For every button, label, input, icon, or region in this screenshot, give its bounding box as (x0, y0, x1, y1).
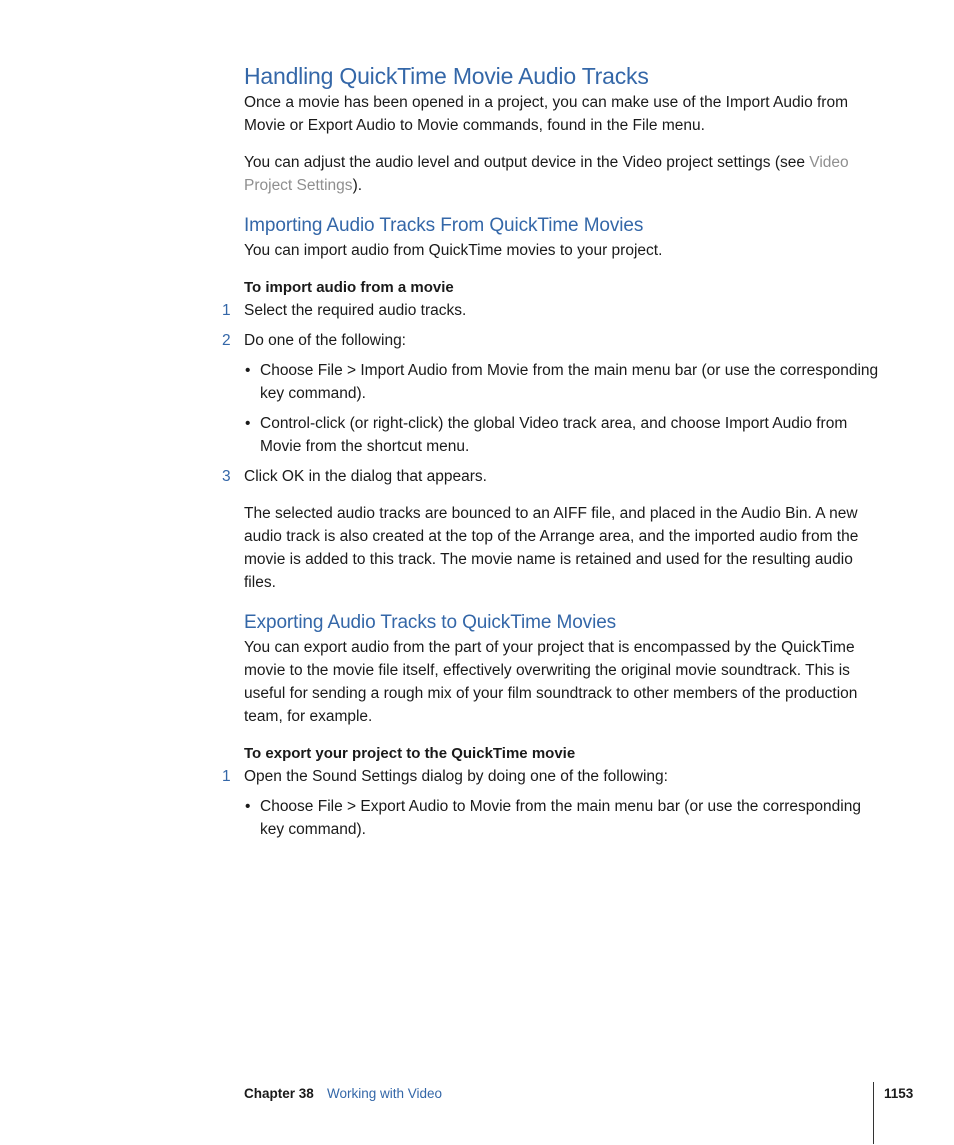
bullet-dot: • (245, 362, 251, 379)
step-number: 2 (222, 332, 231, 349)
importing-intro: You can import audio from QuickTime movies to your project. (244, 242, 663, 259)
bullet-dot: • (245, 798, 251, 815)
bullet-text: Choose File > Export Audio to Movie from the main menu bar (or use the corresponding key command). (260, 798, 861, 838)
audio-level-text: You can adjust the audio level and output device in the Video project settings (see (244, 154, 810, 171)
step-text: Do one of the following: (244, 332, 406, 349)
page-number: 1153 (884, 1086, 914, 1101)
section-title: Handling QuickTime Movie Audio Tracks (244, 63, 649, 89)
page-content (222, 60, 884, 841)
footer-chapter-title[interactable]: Working with Video (327, 1086, 443, 1101)
bullet-text: Control-click (or right-click) the global Video track area, and choose Import Audio from Movie from the shortcut menu. (260, 415, 848, 455)
step-number: 1 (222, 768, 231, 785)
export-bullet-1 (244, 795, 884, 841)
footer-chapter: Chapter 38 (244, 1086, 314, 1101)
importing-heading: Importing Audio Tracks From QuickTime Movies (244, 215, 644, 236)
step-text: Open the Sound Settings dialog by doing one of the following: (244, 768, 668, 785)
export-task-heading: To export your project to the QuickTime movie (244, 745, 576, 762)
import-step-2 (222, 329, 884, 352)
import-step-1 (222, 299, 884, 322)
import-bullet-1 (244, 359, 884, 405)
audio-level-text-end: ). (352, 177, 363, 194)
import-task-heading: To import audio from a movie (244, 279, 454, 296)
video-project-settings-link[interactable]: Video Project Settings (244, 154, 849, 194)
step-number: 3 (222, 468, 231, 485)
import-bullet-2 (244, 412, 884, 458)
import-step-3 (222, 465, 884, 488)
step-text: Select the required audio tracks. (244, 302, 467, 319)
section-intro: Once a movie has been opened in a project, you can make use of the Import Audio from Movie or Export Audio to Movie commands, found in the File menu. (244, 94, 848, 134)
step-text: Click OK in the dialog that appears. (244, 468, 487, 485)
export-step-1 (222, 765, 884, 788)
step-number: 1 (222, 302, 231, 319)
bullet-text: Choose File > Import Audio from Movie from the main menu bar (or use the corresponding key command). (260, 362, 879, 402)
exporting-intro: You can export audio from the part of your project that is encompassed by the QuickTime movie to the movie file itself, effectively overwriting the original movie soundtrack. This is useful for sending a rough mix of your film soundtrack to other members of the production team, for example. (244, 639, 858, 725)
bullet-dot: • (245, 415, 251, 432)
exporting-heading: Exporting Audio Tracks to QuickTime Movies (244, 612, 617, 633)
footer-divider (873, 1082, 874, 1144)
audio-level-paragraph (244, 151, 884, 197)
import-result: The selected audio tracks are bounced to an AIFF file, and placed in the Audio Bin. A new audio track is also created at the top of the Arrange area, and the imported audio from the movie is added to this track. The movie name is retained and used for the resulting audio files. (244, 505, 859, 591)
